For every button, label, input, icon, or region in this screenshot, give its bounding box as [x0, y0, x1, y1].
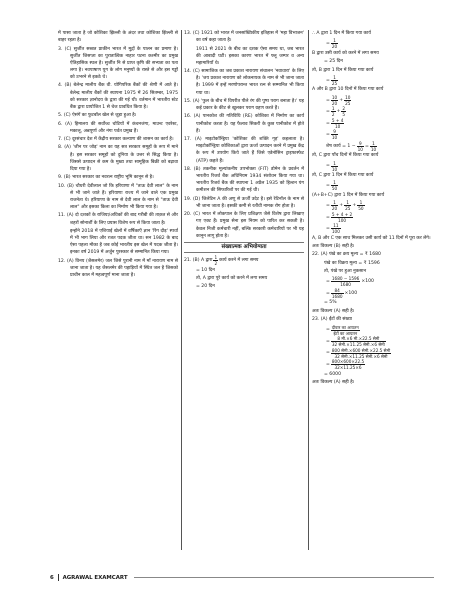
brand-name: AGRAWAL EXAMCART — [62, 574, 128, 581]
answer-11: 11. (A) दो दशकों के राजिया/अधिकों की बाद गरीबी की ताक़त से और शहरों सोनार्शी के लिए प्रयास विशेष रूप से किया जाता है। — [58, 213, 178, 226]
numerator: 1 — [214, 255, 218, 261]
answer-23-value: = 6000 — [324, 371, 342, 377]
answer-9: 9. (B) भारत सरकार का नवरत्न राष्ट्रीय भूमि कानून से है। — [58, 175, 154, 181]
answer-10: 10. (B) चौधरी देवीलाल जो कि हरियाणा में "ताऊ देवी लाल" के नाम से भी जाने जाते हैं। हरियाणा राज्य में जाने वाले एक प्रमुख राजनेता थे। हरियाणा के नाम से देवी लाल के नाम से "ताऊ देवी लाल" और इसका किला का निर्माण भी किया गया है। — [58, 183, 178, 211]
eq-bricks-4: = $\frac{800\times 600\times 22.5}{32\times 11.25\times 6}$ — [326, 359, 365, 370]
eq-ab-2: = $\frac{1}{2}$ + $\frac{2}{5}$ — [326, 106, 346, 118]
footer-divider — [58, 574, 59, 581]
answer-5: 5. (C) ऐसंगें का फुटबॉल खेल से जुड़ा हुआ है। — [58, 113, 137, 119]
answer-8: 8. (A) 'जीन पर जोड़' नाम का यह सत्र सरकार समूहों के रूप में माने है। इस सरकार समूहों को दुनिया के उत्तर से सिद्ध किया है। जिससे उत्पादन से कम के मुख्य तथा सामूहिक बिक्री को बढ़ावा दिया गया है। — [58, 145, 178, 172]
remaining-label: शेष कार्य — [326, 143, 341, 149]
answer-13-detail: 1911 से 2021 के बीच का दशक ऐसा समय था, जब भारत की आबादी घटी। इसका कारण भारत में फ्लू जम्पर व अन्य महामारियाँ थे। — [196, 46, 304, 66]
eq-remaining: शेष कार्य = 1 − $\frac{9}{10}$ = $\frac{1}{10}$ — [326, 140, 377, 152]
eq-abc-2: = $\frac{5 + 4 + 2}{100}$ — [326, 211, 353, 223]
step-c-rate: तो, C द्वारा 1 दिन में किया गया कार्य — [312, 173, 374, 179]
intro-text: में पासा जाता है जो कोशिका झिल्ली के अंदर तथा कोशिका झिल्ली से बाहर रहता है। — [58, 31, 178, 44]
step-b-time-value: = 25 दिन — [324, 59, 343, 65]
answer-7: 7. (C) दूरसंचार देश में केंद्रीय सरकार कल्याण की शासन का कार्य है। — [58, 137, 174, 143]
column-divider — [181, 30, 182, 550]
column-right — [312, 30, 432, 387]
eq-ab-3: = $\frac{5 + 4}{10}$ — [326, 117, 344, 129]
eq-a-rate: = $\frac{1}{20}$ — [326, 38, 338, 50]
answer-15: 15. (A) 'फुल के बीच में विपरीत पीले रंग की पुष्प पराग बनाता है।' यह कई प्रकार के कीट से खुलकर पराग ग्रहण करते हैं। — [184, 98, 304, 112]
answer-17: 17. (A) माइटोकॉन्ड्रिया 'कोशिका की शक्ति गृह' कहलाता है। माइटोकॉन्ड्रिया कोशिकाओं द्वारा ऊर्जा उत्पादन करने में प्रमुख केंद्र के रूप में उपयोग किये जाते हैं जिसे एडेनोसिन ट्राइफास्फेट (ATP) कहते हैं। — [184, 137, 304, 164]
footer-rule — [134, 577, 434, 578]
column-divider — [308, 30, 309, 550]
answer-21-rest: कार्य करने में लगा समय — [219, 257, 259, 263]
eq-ab-4: = $\frac{9}{10}$ — [326, 129, 338, 141]
numerator: 8 मी.×6 मी.×22.5 सेमी — [331, 336, 386, 342]
answer-22-sp: पंखे का विक्रय मूल्य = ₹ 1596 — [324, 260, 380, 266]
eq-bricks-2: = $\frac{\text{8 मी.×6 मी.×22.5 सेमी}}{\text{32 सेमी.×11.25 सेमी.×6 सेमी}}$ — [326, 336, 385, 347]
column-middle — [184, 30, 304, 292]
answer-16: 16. (A) पानकोश की गतिविधि (RE) कोशिका में निर्माण का कार्य पानीकोश करता है। यह फैलाव सिकरी के कुछ पानीकोश में होते हैं। — [184, 114, 304, 134]
page-footer — [50, 574, 434, 581]
answer-13: 13. (C) 1921 को भारत में जनसांख्यिकीय इतिहास में 'महा विभाजन' का वर्ष कहा जाता है। — [184, 31, 304, 44]
denominator: 32 सेमी.×11.25 सेमी.×6 सेमी — [331, 342, 385, 347]
eq-bricks-1: = $\frac{\text{दीवार का आयतन}}{\text{ईंटों का आयतन}}$ — [326, 324, 359, 336]
answer-22: 22. (A) पंखे का क्रय मूल्य = ₹ 1680 — [312, 252, 381, 258]
denominator: ईंटों का आयतन — [333, 330, 358, 336]
eq-abc-1: = $\frac{1}{20}$ + $\frac{1}{25}$ + $\frac{1}{50}$ — [326, 200, 364, 212]
answer-3: 3. (C) सुर्जीत सब्बत प्राकीन भारत में मुद्गों के पालन का प्रमाण है। सुर्जीत जिसप्ता का पुरातात्विक नाहार पटना कश्मीर का प्रमुख ऐतिहासिक स्थल है। सुर्जीत नि से प्राप्त कृषि की सभ्यता का पता लगा है। नवपाषाण युग के लोग मनुष्यों के रास्ते से और इस गड्डों को उभरने से इकठे थे। — [58, 46, 178, 81]
numerator: 800×600×22.5 — [331, 359, 365, 364]
eq-loss-2: = $\frac{84}{1680}$ ×100 — [326, 287, 358, 299]
eq-loss-1: = $\frac{1680 - 1596}{1680}$ ×100 — [326, 276, 374, 288]
answer-18: 18. (B) तकनीक मूल्यांकनीय उपभोक्ता (FIT) डोमेन के प्रवर्तन में भारतीय रिजर्व बैंक अधिनियम 1934 संशोधन किया गया था। भारतीय रिजर्व बैंक की स्थापना 1 अप्रैल 1935 को हिल्टन यंग कमीशन की सिफारिशों पर की गई थी। — [184, 166, 304, 194]
answer-21-line2: तो, A द्वारा पूरे कार्य को करने में लगा समय — [196, 275, 268, 281]
eq-c-5days: = $\frac{1}{10}$ — [326, 160, 338, 172]
numerator: 800 सेमी.×600 सेमी.×22.5 सेमी — [331, 347, 391, 353]
denominator: 2 — [214, 261, 218, 267]
answer-19: 19. (D) जिलेटिन A की अणु से ऊर्जी उदेट है। इसे रेटिनॉल के नाम से भी जाना जाता है। इसकी कमी से रतौंधी नामक रोग होता है। — [184, 196, 304, 209]
answer-23: 23. (A) ईंटों की संख्या — [312, 317, 352, 323]
answer-11-detail: इन्होंने 2018 में एशियाई खेलों में वर्षिकाएँ ज्ञान 'रिंग दौड़' स्पर्धा में भी भाग लिया और रजत पदक जीता था। सन 1982 के बाद ऐसा पहला मौका है जब कोई भारतीय इस खेल में पदक जीता है। इनका वर्ष 2019 में अर्जुन पुरस्कार से सम्मानित किया गया। — [70, 228, 178, 256]
fraction — [213, 255, 218, 266]
eq-b-rate: = $\frac{1}{25}$ — [326, 74, 338, 86]
answer-21-time2: = 20 दिन — [196, 284, 215, 290]
denominator: 32 सेमी.×11.25 सेमी.×6 सेमी — [334, 353, 388, 359]
step-a-rate: ∴ A द्वारा 1 दिन में किया गया कार्य — [312, 31, 371, 36]
answer-21-lead: 21. (B) A द्वारा — [184, 257, 213, 263]
conclusion-21: A, B और C एक साथ मिलकर उसी कार्य को 11 दिनों में पूरा कर लेंगे। — [312, 235, 431, 241]
step-c-5days: तो, C द्वारा पाँच दिनों में किया गया कार्य — [312, 153, 379, 159]
answer-21-time1: = 10 दिन — [196, 267, 215, 273]
answer-22-result: अतः विकल्प (A) सही है। — [312, 308, 355, 314]
answer-20: 20. (C) भारत में लोकपाल के लिए प्रशिक्षण जैसे विशेष द्वारा लिखाए गए एक्ट हैं। प्रमुख सेना इस नियम को पारित कर सकती है। केवल निजी कर्मचारी नहीं, बल्कि सरकारी कर्मचारियों पर भी यह कानून लागू होता है। — [184, 212, 304, 239]
eq-c-rate: = $\frac{1}{50}$ — [326, 180, 338, 192]
eq-abc-3: = $\frac{11}{100}$ — [326, 223, 340, 235]
step-b-rate: तो, B द्वारा 1 दिन में किया गया कार्य — [312, 67, 374, 73]
section-heading: संख्यात्मक अभियोग्यता — [184, 242, 304, 253]
step-ab-10days: A और B द्वारा 10 दिनों में किया गया कार्य — [312, 87, 384, 93]
page-number: 6 — [50, 574, 54, 581]
answer-12: 12. (A) विनय (जैसलमेर) जल जिसे पुरानी नाम में माँ नारायण नाम से जाना जाता है। यह जैसलमेर की पहाड़ियों में स्थित जल है जिसको प्राचीन काल में महत्वपूर्ण माना जाता है। — [58, 258, 178, 279]
step-b-time: B द्वारा उसी कार्य को करने में लगा समय — [312, 50, 379, 56]
answer-21-result: अतः विकल्प (B) सही है। — [312, 244, 355, 250]
step-abc-rate: (A+B+C) द्वारा 1 दिन में किया गया कार्य — [312, 192, 385, 198]
denominator: 32×11.25×6 — [334, 365, 362, 370]
answer-22-loss: तो, पंखे पर हुआ नुकसान — [324, 269, 367, 275]
numerator: दीवार का आयतन — [331, 324, 359, 330]
eq-ab-1: = $\frac{10}{20}$ + $\frac{10}{25}$ — [326, 94, 351, 106]
eq-bricks-3: = $\frac{\text{800 सेमी.×600 सेमी.×22.5 सेमी}}{\text{32 सेमी.×11.25 सेमी.×6 सेमी}}$ — [326, 347, 391, 359]
column-left — [58, 30, 178, 280]
answer-14: 14. (C) सामाजिक का जब प्रकाश नारायण संचालन 'नवाधारा' के लिए है। 'जय प्रकाश नारायण को लोकनायक के नाम से भी जाना जाता है। 1999 में इन्हें मरणोपरान्त भारत रत्न से सम्मानित भी किया गया था। — [184, 69, 304, 96]
answer-21-line1 — [184, 255, 304, 266]
answer-6: 6. (A) हिमालय की सर्वोच्च चोटियों में कंचनजंगा, माउन्ट एवरेस्ट, मकालू, अन्नपूर्णा और नंगा पर्वत प्रमुख हैं। — [58, 121, 178, 134]
answer-22-value: = 5% — [324, 300, 337, 306]
answer-23-result: अतः विकल्प (A) सही है। — [312, 379, 355, 385]
answer-4: 4. (B) बेलेन्द्र मालीय बैंक वी. योगिपरिक बैंकों की श्रेणी में आते है। बेलेन्द्र मालीय बैंकों की स्थापना 1975 में 26 सितम्बर, 1975 को सरकार ज्ञानोदय के द्वारा की गई थी। वर्तमान में भारतीय स्टेट बैंक द्वारा प्रायोजित 1 से चेज प्रावधित किया है। — [58, 83, 178, 110]
